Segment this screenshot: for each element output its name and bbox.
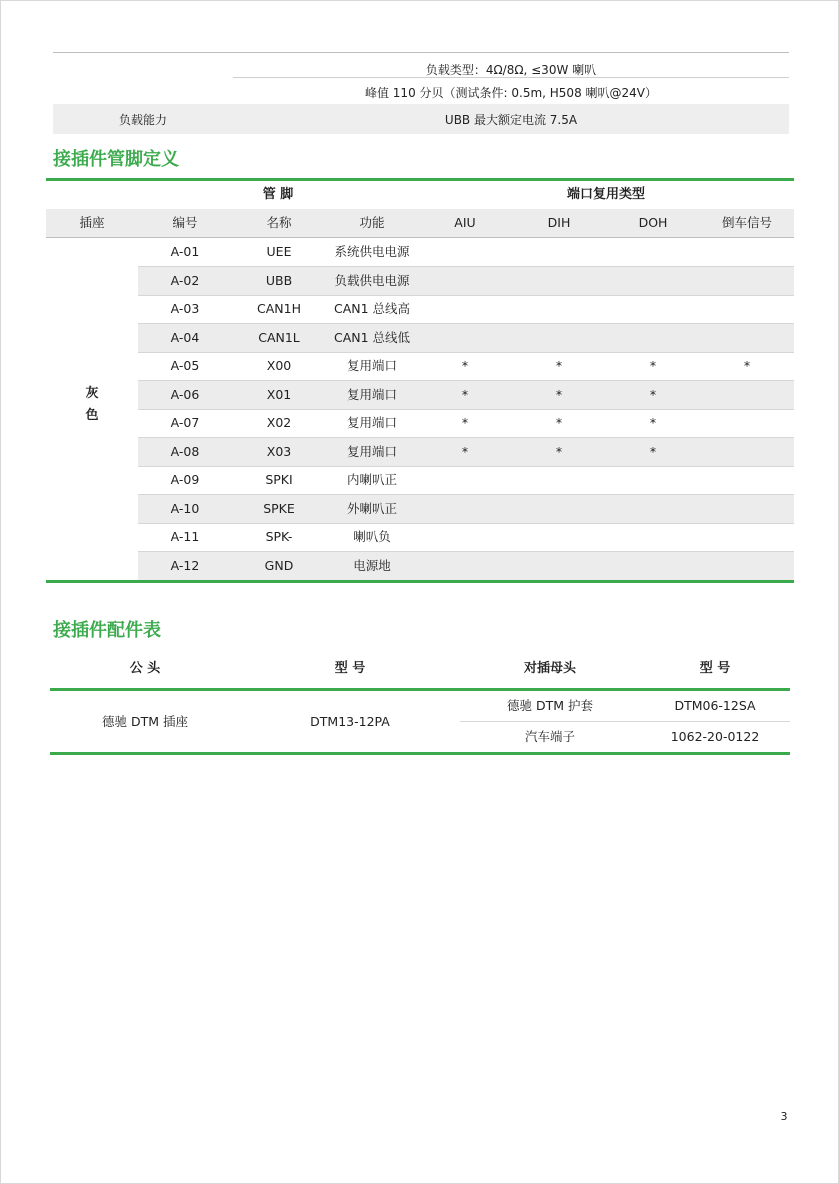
aiu-mark xyxy=(418,552,512,580)
aiu-mark xyxy=(418,267,512,295)
pin-function: 电源地 xyxy=(353,557,391,573)
mate-name: 德驰 DTM 护套 xyxy=(507,698,593,713)
pin-name: X01 xyxy=(266,386,292,402)
load-type-value: 负载类型：4Ω/8Ω, ≤30W 喇叭 xyxy=(425,62,597,77)
parts-header-male-model: 型 号 xyxy=(334,661,366,676)
spec-row-capacity xyxy=(53,104,789,134)
column-header-col-dih: DIH xyxy=(547,215,571,230)
dih-mark xyxy=(512,495,606,523)
reverse-mark xyxy=(700,267,794,295)
page-number: 3 xyxy=(780,1110,788,1123)
parts-header-female-model: 型 号 xyxy=(699,661,731,676)
column-header-col-name: 名称 xyxy=(266,215,292,230)
pin-id: A-10 xyxy=(170,500,200,516)
reverse-mark xyxy=(700,495,794,523)
pin-name: CAN1L xyxy=(258,329,300,345)
pin-id: A-06 xyxy=(170,386,200,402)
column-header-col-id: 编号 xyxy=(172,215,198,230)
pin-name: X03 xyxy=(266,443,292,459)
pin-name: X00 xyxy=(266,358,292,373)
doh-mark xyxy=(606,295,700,323)
aiu-mark xyxy=(418,466,512,494)
pin-id: A-03 xyxy=(170,301,200,316)
pin-function: 负载供电电源 xyxy=(334,272,410,288)
pin-function: CAN1 总线高 xyxy=(333,301,411,316)
dih-mark: * xyxy=(555,386,563,402)
mate-model: DTM06-12SA xyxy=(674,698,756,713)
doh-mark: * xyxy=(649,443,657,459)
pin-function: 复用端口 xyxy=(346,443,397,459)
pin-function: 系统供电电源 xyxy=(334,244,410,259)
reverse-mark xyxy=(700,552,794,580)
aiu-mark: * xyxy=(461,415,469,430)
doh-mark xyxy=(606,324,700,352)
aiu-mark xyxy=(418,295,512,323)
column-header-col-doh: DOH xyxy=(638,215,668,230)
pin-function: 复用端口 xyxy=(346,358,397,373)
aiu-mark xyxy=(418,324,512,352)
parts-table-top-bar xyxy=(50,688,790,691)
pin-name: X02 xyxy=(266,415,292,430)
dih-mark: * xyxy=(555,443,563,459)
pin-id: A-12 xyxy=(170,557,200,573)
pin-name: UEE xyxy=(266,244,292,259)
column-header-col-socket: 插座 xyxy=(79,215,105,230)
dih-mark: * xyxy=(555,358,563,373)
spec-row-peak xyxy=(53,80,789,104)
dih-mark xyxy=(512,324,606,352)
aiu-mark: * xyxy=(461,358,469,373)
mate-name: 汽车端子 xyxy=(524,729,575,744)
parts-header-male: 公 头 xyxy=(129,661,161,676)
pin-section-title: 接插件管脚定义 xyxy=(53,149,179,170)
aiu-mark xyxy=(418,495,512,523)
parts-row-separator xyxy=(460,721,790,722)
pin-function: 复用端口 xyxy=(346,386,397,402)
capacity-value: UBB 最大额定电流 7.5A xyxy=(444,112,578,127)
pin-function: 复用端口 xyxy=(346,415,397,430)
pin-function: 喇叭负 xyxy=(353,529,391,544)
dih-mark: * xyxy=(555,415,563,430)
pin-function: CAN1 总线低 xyxy=(333,329,411,345)
male-connector: 德驰 DTM 插座 xyxy=(102,714,188,729)
reverse-mark xyxy=(700,466,794,494)
reverse-mark xyxy=(700,381,794,409)
parts-header-female: 对插母头 xyxy=(523,661,576,676)
mate-model: 1062-20-0122 xyxy=(670,729,760,744)
pin-name: CAN1H xyxy=(257,301,301,316)
socket-color-text: 灰色 xyxy=(85,386,99,423)
group-header-pins: 管 脚 xyxy=(262,187,294,202)
doh-mark: * xyxy=(649,386,657,402)
aiu-mark: * xyxy=(461,386,469,402)
pin-table-bottom-bar xyxy=(46,580,794,583)
male-model: DTM13-12PA xyxy=(310,714,390,729)
doh-mark xyxy=(606,238,700,266)
column-header-col-reverse: 倒车信号 xyxy=(721,215,772,230)
pin-name: SPK- xyxy=(265,529,293,544)
pin-id: A-04 xyxy=(170,329,200,345)
pin-id: A-05 xyxy=(170,358,200,373)
pin-id: A-08 xyxy=(170,443,200,459)
dih-mark xyxy=(512,552,606,580)
group-header-ports: 端口复用类型 xyxy=(566,187,645,202)
pin-function: 外喇叭正 xyxy=(346,500,397,516)
aiu-mark xyxy=(418,238,512,266)
socket-color xyxy=(46,383,138,443)
spec-top-line xyxy=(53,52,789,53)
spec-separator xyxy=(233,77,789,78)
dih-mark xyxy=(512,466,606,494)
parts-section-title: 接插件配件表 xyxy=(53,620,161,641)
column-header-col-aiu: AIU xyxy=(454,215,476,230)
pin-name: UBB xyxy=(265,272,293,288)
pin-id: A-02 xyxy=(170,272,200,288)
reverse-mark xyxy=(700,295,794,323)
doh-mark xyxy=(606,523,700,551)
doh-mark: * xyxy=(649,358,657,373)
doh-mark xyxy=(606,267,700,295)
aiu-mark: * xyxy=(461,443,469,459)
pin-name: GND xyxy=(264,557,294,573)
reverse-mark: * xyxy=(743,358,751,373)
reverse-mark xyxy=(700,438,794,466)
reverse-mark xyxy=(700,409,794,437)
doh-mark: * xyxy=(649,415,657,430)
pin-id: A-07 xyxy=(170,415,200,430)
dih-mark xyxy=(512,523,606,551)
reverse-mark xyxy=(700,324,794,352)
capacity-label: 负载能力 xyxy=(118,112,167,127)
pin-id: A-11 xyxy=(170,529,200,544)
dih-mark xyxy=(512,238,606,266)
pin-name: SPKE xyxy=(263,500,295,516)
doh-mark xyxy=(606,495,700,523)
peak-value: 峰值 110 分贝（测试条件: 0.5m, H508 喇叭@24V） xyxy=(364,85,657,100)
pin-id: A-01 xyxy=(170,244,200,259)
pin-id: A-09 xyxy=(170,472,200,487)
pin-name: SPKI xyxy=(265,472,293,487)
parts-table-bottom-bar xyxy=(50,752,790,755)
pin-function: 内喇叭正 xyxy=(346,472,397,487)
doh-mark xyxy=(606,552,700,580)
column-header-col-func: 功能 xyxy=(359,215,385,230)
aiu-mark xyxy=(418,523,512,551)
reverse-mark xyxy=(700,523,794,551)
doh-mark xyxy=(606,466,700,494)
reverse-mark xyxy=(700,238,794,266)
dih-mark xyxy=(512,295,606,323)
dih-mark xyxy=(512,267,606,295)
